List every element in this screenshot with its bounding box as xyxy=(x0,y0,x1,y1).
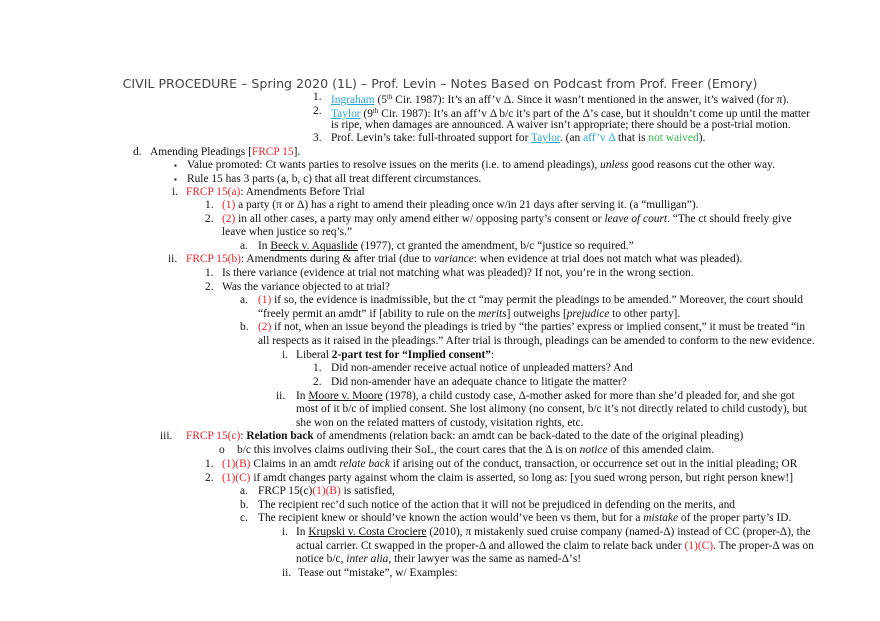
rule-reference: FRCP 15(c) xyxy=(186,430,241,442)
outline-line xyxy=(222,472,793,485)
list-marker: ii. xyxy=(276,390,286,402)
rule-reference: (1)(B) xyxy=(312,485,341,497)
outline-line xyxy=(237,444,714,457)
text-segment: ] outweighs [ xyxy=(506,308,567,320)
text-segment: that is xyxy=(615,132,649,144)
text-segment: she won on the related matters of custody, visitation rights, etc. xyxy=(296,417,584,429)
outline-line xyxy=(296,526,811,539)
text-segment: Prof. Levin’s take: full-throated support for xyxy=(331,132,532,144)
list-marker: 1. xyxy=(313,362,322,374)
text-segment: Is there variance (evidence at trial not matching what was pleaded)? If not, you’re in the wrong section. xyxy=(222,267,694,279)
list-marker: 1. xyxy=(205,458,214,470)
list-marker: 2. xyxy=(205,472,214,484)
rule-reference: (1)(C) xyxy=(222,472,251,484)
outline-line xyxy=(186,186,365,199)
text-segment: Was the variance objected to at trial? xyxy=(222,281,390,293)
text-segment: Cir. 1987): It’s an aff’v Δ b/c it’s part of the Δ’s case, but it shouldn’t come up until the matter xyxy=(378,108,810,120)
text-segment: Tease out “mistake”, w/ Examples: xyxy=(298,567,458,579)
outline-line xyxy=(296,417,583,430)
rule-reference: (2) xyxy=(258,321,272,333)
outline-line xyxy=(296,403,807,416)
outline-line xyxy=(258,485,395,498)
outline-line xyxy=(258,499,735,512)
outline-line xyxy=(331,362,633,375)
list-marker: 2. xyxy=(205,281,214,293)
rule-reference: (1) xyxy=(258,294,272,306)
outline-line xyxy=(187,159,775,172)
text-segment: variance xyxy=(433,253,474,265)
text-segment: “freely permit an amdt” if [ability to rule on the xyxy=(258,308,479,320)
text-segment: Amending Pleadings [ xyxy=(150,146,252,158)
case-link[interactable]: Taylor xyxy=(331,108,361,120)
text-segment: The recipient rec’d such notice of the action that it will not be prejudiced in defending on the merits, and xyxy=(258,499,735,511)
text-segment: most of it b/c of implied consent. She lost alimony (no consent, b/c it’s not directly related to child custody), but xyxy=(296,403,807,415)
outline-line xyxy=(296,390,795,403)
text-segment: Beeck v. Aquaslide xyxy=(270,240,358,252)
outline-line xyxy=(331,376,627,389)
list-marker: 1. xyxy=(205,267,214,279)
text-segment: . (an xyxy=(559,132,584,144)
outline-line xyxy=(331,119,791,132)
text-segment: (1977), ct granted the amendment, b/c “justice so required.” xyxy=(357,240,634,252)
text-segment: Did non-amender receive actual notice of unpleaded matters? And xyxy=(331,362,633,374)
text-segment: leave when justice so req’s.” xyxy=(222,226,352,238)
text-segment: of amendments (relation back: an amdt can be back-dated to the date of the original pleading) xyxy=(313,430,744,442)
text-segment: th xyxy=(387,93,393,101)
list-marker: i. xyxy=(282,526,289,538)
outline-line xyxy=(258,240,634,253)
list-marker: ▪ xyxy=(174,175,177,184)
text-segment: Value promoted: Ct wants parties to resolve issues on the merits (i.e. to amend pleadings), xyxy=(187,159,601,171)
text-segment: . The proper-Δ was on xyxy=(713,540,814,552)
text-segment: mistake xyxy=(643,512,679,524)
text-segment: good reasons cut the other way. xyxy=(628,159,775,171)
text-segment: aff’v Δ xyxy=(583,132,616,144)
text-segment: prejudice xyxy=(566,308,610,320)
text-segment: is ripe, when damages are announced. A waiver isn’t appropriate; there should be a post-trial motion. xyxy=(331,119,791,131)
list-marker: 1. xyxy=(205,199,214,211)
list-marker: 2. xyxy=(313,105,322,117)
list-marker: b. xyxy=(240,321,249,333)
outline-line xyxy=(296,553,581,566)
text-segment: : Amendments during & after trial (due to xyxy=(240,253,434,265)
text-segment: : xyxy=(240,430,247,442)
text-segment: : when evidence at trial does not match what was pleaded). xyxy=(473,253,743,265)
text-segment: not waived xyxy=(648,132,699,144)
outline-line xyxy=(186,253,742,266)
list-marker: c. xyxy=(240,512,248,524)
text-segment: notice b/c, xyxy=(296,553,347,565)
text-segment: merits xyxy=(478,308,507,320)
text-segment: leave of court xyxy=(604,213,668,225)
text-segment: 2-part test for “Implied consent” xyxy=(331,349,491,361)
list-marker: a. xyxy=(240,240,248,252)
text-segment: Moore v. Moore xyxy=(308,390,383,402)
list-marker: i. xyxy=(282,349,289,361)
outline-line xyxy=(258,308,680,321)
text-segment: if arising out of the conduct, transaction, or occurrence set out in the initial pleading; OR xyxy=(389,458,798,470)
text-segment: (2010), π mistakenly sued cruise company (named-Δ) instead of CC (proper-Δ), the xyxy=(426,526,811,538)
outline-line xyxy=(258,335,815,348)
text-segment: notice xyxy=(579,444,608,456)
text-segment: Relation back xyxy=(246,430,314,442)
text-segment: (5 xyxy=(374,94,387,106)
text-segment: ). xyxy=(698,132,706,144)
text-segment: Did non-amender have an adequate chance to litigate the matter? xyxy=(331,376,627,388)
rule-reference: (1)(B) xyxy=(222,458,251,470)
outline-line xyxy=(222,213,792,226)
outline-line xyxy=(296,349,494,362)
list-marker: 1. xyxy=(313,91,322,103)
text-segment: Liberal xyxy=(296,349,332,361)
document-header-title: CIVIL PROCEDURE – Spring 2020 (1L) – Prof. Levin – Notes Based on Podcast from Prof. Freer (Emory) xyxy=(122,76,758,91)
list-marker: a. xyxy=(240,485,248,497)
text-segment: In xyxy=(296,390,309,402)
rule-reference: FRCP 15(a) xyxy=(186,186,241,198)
text-segment: Krupski v. Costa Crociere xyxy=(308,526,427,538)
text-segment: : xyxy=(491,349,495,361)
text-segment: unless xyxy=(600,159,629,171)
outline-line xyxy=(331,132,705,145)
case-link[interactable]: Taylor xyxy=(531,132,560,144)
text-segment: ]. xyxy=(293,146,301,158)
text-segment: Cir. 1987): It’s an aff’v Δ. Since it wasn’t mentioned in the answer, it’s waived (for π). xyxy=(392,94,789,106)
outline-line xyxy=(296,540,814,553)
text-segment: Rule 15 has 3 parts (a, b, c) that all treat different circumstances. xyxy=(187,173,482,185)
outline-line xyxy=(258,321,805,334)
text-segment: (9 xyxy=(360,108,373,120)
text-segment: , their lawyer was the same as named-Δ’s! xyxy=(388,553,582,565)
list-marker: ii. xyxy=(282,567,292,579)
case-link[interactable]: Ingraham xyxy=(331,94,375,106)
list-marker: b. xyxy=(240,499,249,511)
outline-line xyxy=(222,458,797,471)
outline-line xyxy=(222,199,698,212)
list-marker: d. xyxy=(133,146,142,158)
list-marker: a. xyxy=(240,294,248,306)
outline-line xyxy=(258,294,803,307)
text-segment: . “The ct should freely give xyxy=(667,213,792,225)
text-segment: if not, when an issue beyond the pleadings is tried by “the parties’ express or implied consent,” it must be treated “in xyxy=(271,321,806,333)
text-segment: to other party]. xyxy=(609,308,681,320)
outline-line xyxy=(258,512,791,525)
list-marker: ▪ xyxy=(174,161,177,170)
text-segment: all respects as it raised in the pleadings.” After trial is through, pleadings can be amended to conform to the new evidence. xyxy=(258,335,815,347)
text-segment: of the proper party’s ID. xyxy=(678,512,792,524)
text-segment: of this amended claim. xyxy=(607,444,715,456)
text-segment: FRCP 15(c) xyxy=(258,485,313,497)
text-segment: th xyxy=(372,107,379,115)
text-segment: if so, the evidence is inadmissible, but the ct “may permit the pleadings to be amended.” Moreover, the court should xyxy=(271,294,803,306)
text-segment: a party (π or Δ) has a right to amend their pleading once w/in 21 days after serving it. (a “mulligan”). xyxy=(235,199,699,211)
outline-line xyxy=(150,146,300,159)
list-marker: 3. xyxy=(313,132,322,144)
outline-line xyxy=(222,267,694,280)
text-segment: actual carrier. Ct swapped in the proper-Δ and allowed the claim to relate back under xyxy=(296,540,685,552)
text-segment: is satisfied, xyxy=(340,485,395,497)
rule-reference: (1)(C) xyxy=(684,540,713,552)
outline-line xyxy=(186,430,743,443)
text-segment: The recipient knew or should’ve known the action would’ve been vs them, but for a xyxy=(258,512,644,524)
text-segment: Claims in an amdt xyxy=(250,458,340,470)
outline-line xyxy=(298,567,458,580)
rule-reference: (2) xyxy=(222,213,236,225)
list-marker: o xyxy=(219,444,225,456)
text-segment: : Amendments Before Trial xyxy=(240,186,365,198)
text-segment: inter alia xyxy=(346,553,389,565)
list-marker: ii. xyxy=(168,253,178,265)
list-marker: 2. xyxy=(313,376,322,388)
text-segment: In xyxy=(296,526,309,538)
outline-line xyxy=(222,281,390,294)
list-marker: i. xyxy=(172,186,179,198)
rule-reference: FRCP 15 xyxy=(251,146,294,158)
list-marker: iii. xyxy=(160,430,173,442)
list-marker: 2. xyxy=(205,213,214,225)
outline-line xyxy=(222,226,352,239)
rule-reference: (1) xyxy=(222,199,236,211)
text-segment: (1978), a child custody case, Δ-mother asked for more than she’d pleaded for, and she got xyxy=(382,390,795,402)
text-segment: in all other cases, a party may only amend either w/ opposing party’s consent or xyxy=(235,213,605,225)
text-segment: In xyxy=(258,240,271,252)
rule-reference: FRCP 15(b) xyxy=(186,253,241,265)
text-segment: b/c this involves claims outliving their SoL, the court cares that the Δ is on xyxy=(237,444,580,456)
text-segment: relate back xyxy=(339,458,390,470)
outline-line xyxy=(187,173,481,186)
text-segment: if amdt changes party against whom the claim is asserted, so long as: [you sued wrong person, but right person knew!] xyxy=(250,472,793,484)
